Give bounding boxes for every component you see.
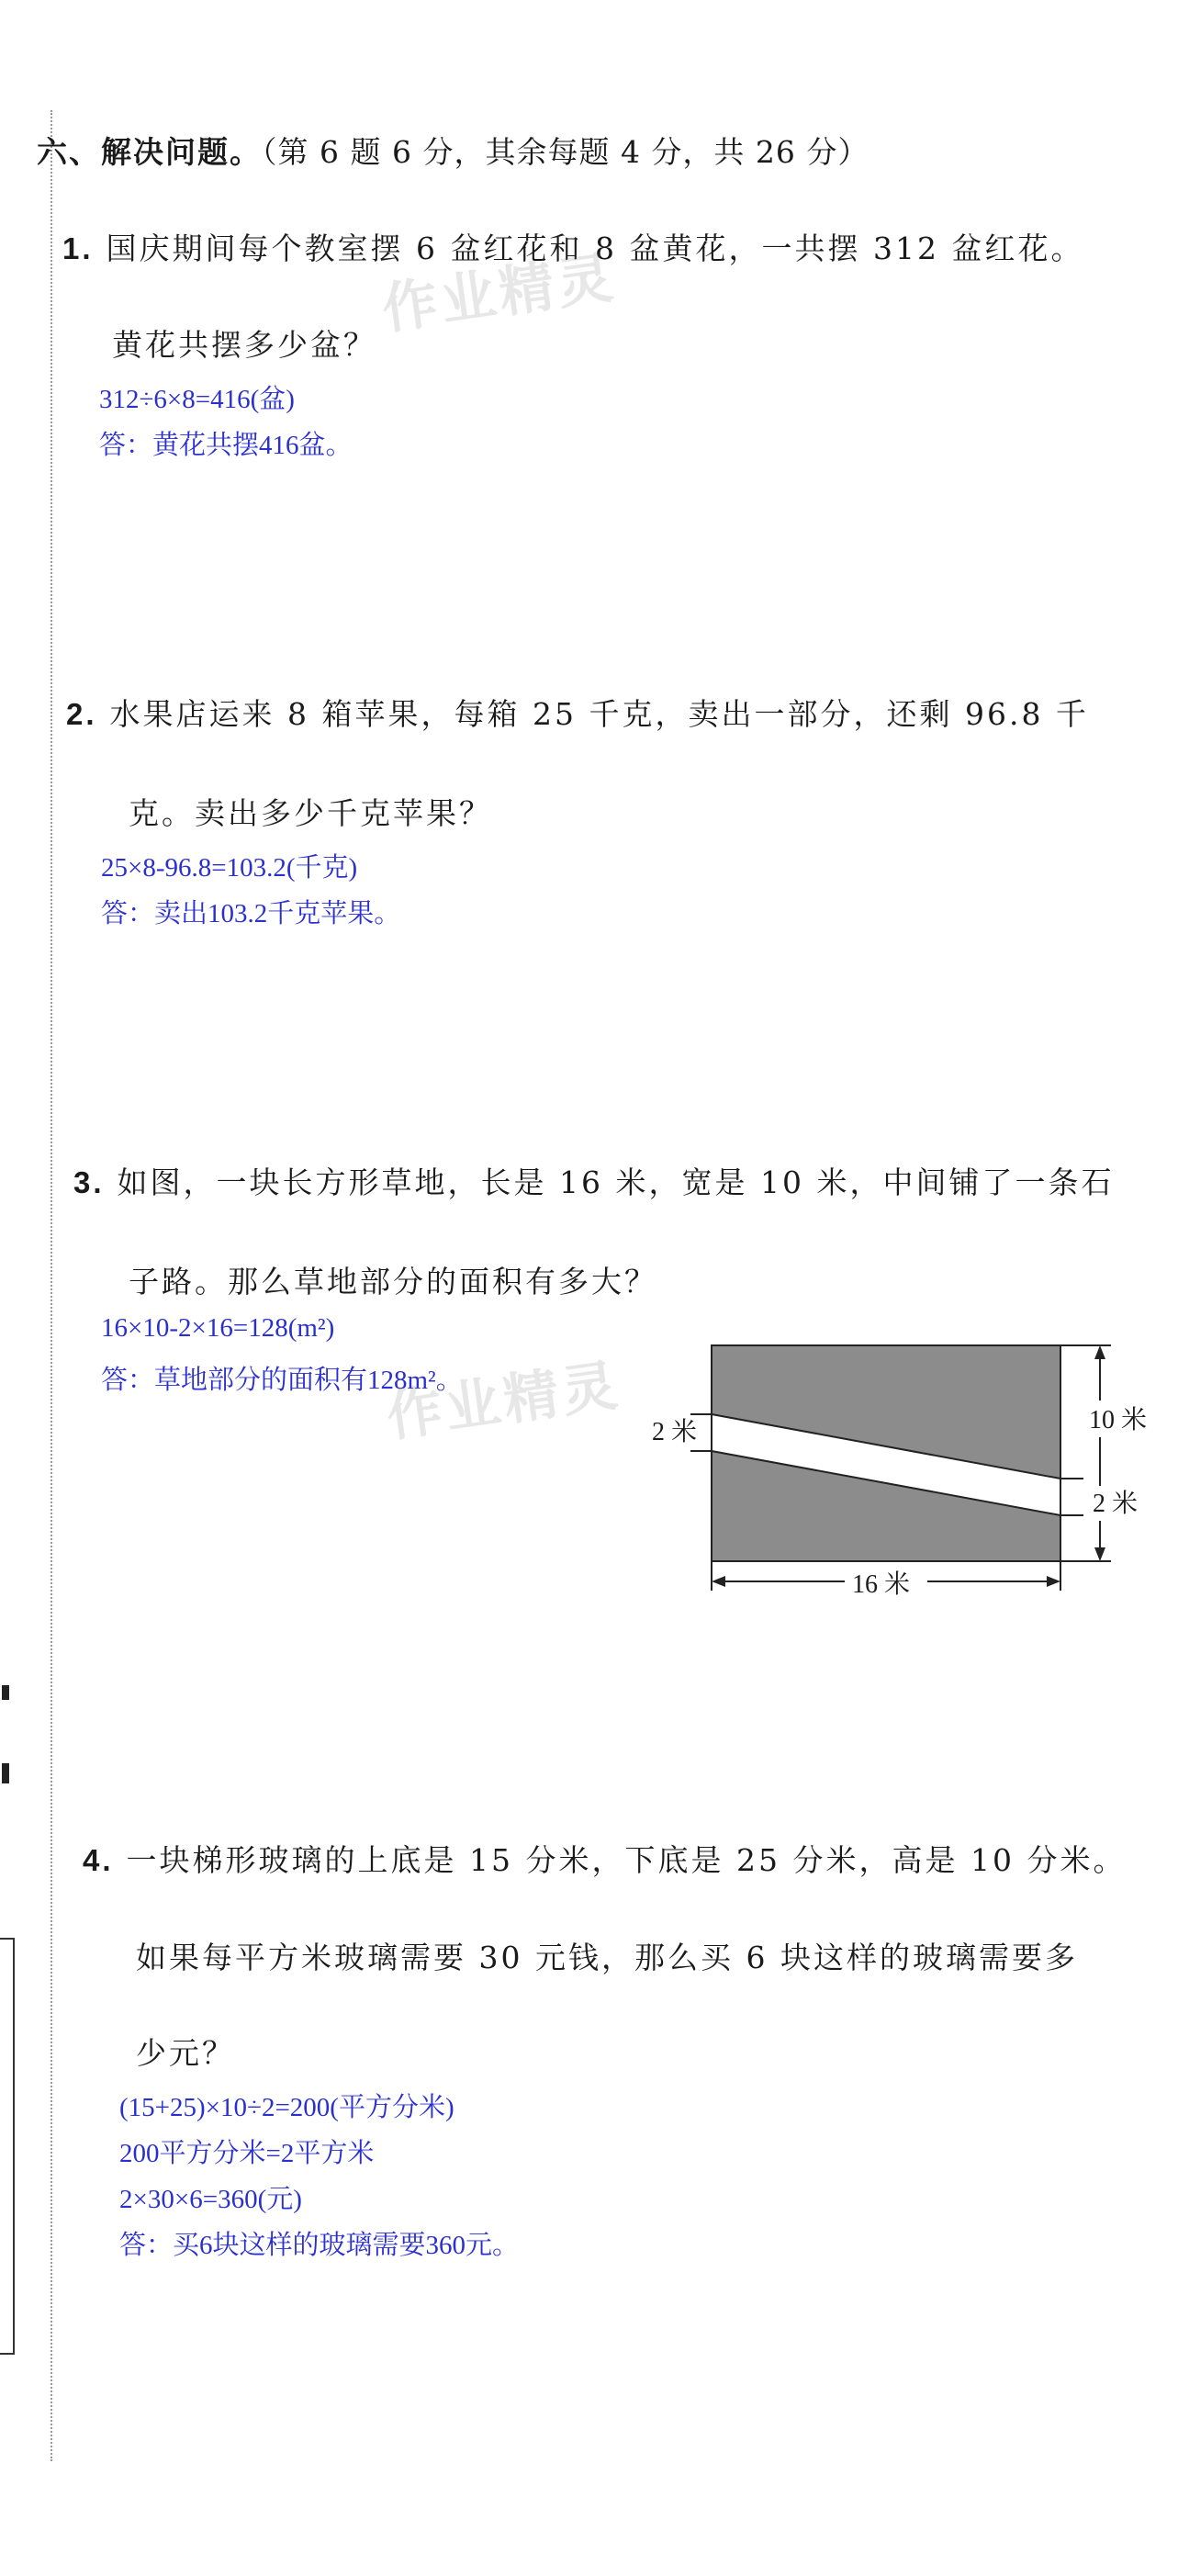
question-3-line-1 [73,1159,1114,1202]
question-number: 4. [83,1843,114,1877]
answer-line: 答：草地部分的面积有128m²。 [101,1366,463,1395]
question-4-line-1 [83,1837,1126,1880]
section-title: 六、解决问题。 [37,134,262,170]
answer-line: 2×30×6=360(元) [119,2185,302,2214]
arrow-up [1094,1345,1105,1359]
watermark: 作业精灵 [378,245,621,343]
edge-mark [2,1763,9,1783]
question-text: 水果店运来 8 箱苹果，每箱 25 千克，卖出一部分，还剩 96.8 千 [109,696,1089,732]
answer-line: 200平方分米=2平方米 [119,2139,375,2168]
left-path-label: 2 米 [652,1418,698,1446]
question-4-line-2: 如果每平方米玻璃需要 30 元钱，那么买 6 块这样的玻璃需要多 [136,1940,1078,1975]
question-3-line-2: 子路。那么草地部分的面积有多大？ [129,1264,657,1299]
arrow-left [712,1576,725,1587]
question-text: 如图，一块长方形草地，长是 16 米，宽是 10 米，中间铺了一条石 [117,1164,1115,1200]
question-text: 国庆期间每个教室摆 6 盆红花和 8 盆黄花，一共摆 312 盆红花。 [106,231,1084,266]
lawn-diagram [634,1332,1148,1607]
margin-dotted-line [50,110,52,2461]
question-1-line-2: 黄花共摆多少盆？ [112,327,376,363]
question-2-line-2: 克。卖出多少千克苹果？ [129,795,492,831]
answer-line: (15+25)×10÷2=200(平方分米) [119,2093,454,2122]
section-heading [37,129,869,172]
length-label: 16 米 [852,1570,911,1599]
question-number: 2. [66,697,97,731]
question-text: 一块梯形玻璃的上底是 15 分米，下底是 25 分米，高是 10 分米。 [126,1842,1127,1878]
watermark: 作业精灵 [383,1353,625,1450]
right-path-label: 2 米 [1093,1490,1139,1518]
answer-line: 25×8-96.8=103.2(千克) [101,853,358,883]
edge-box [0,1938,15,2355]
answer-line: 312÷6×8=416(盆) [99,385,295,414]
section-note: （第 6 题 6 分，其余每题 4 分，共 26 分） [262,134,869,170]
question-number: 1. [62,231,94,265]
answer-line: 答：黄花共摆416盆。 [99,431,353,460]
edge-mark [2,1685,9,1700]
answer-line: 答：卖出103.2千克苹果。 [101,899,401,928]
question-4-line-3: 少元？ [136,2035,235,2071]
question-number: 3. [73,1165,105,1199]
arrow-right [1047,1576,1060,1587]
answer-line: 16×10-2×16=128(m²) [101,1313,335,1343]
height-label: 10 米 [1089,1406,1148,1434]
answer-line: 答：买6块这样的玻璃需要360元。 [119,2231,520,2260]
question-2-line-1 [66,691,1089,734]
arrow-down [1094,1547,1105,1561]
